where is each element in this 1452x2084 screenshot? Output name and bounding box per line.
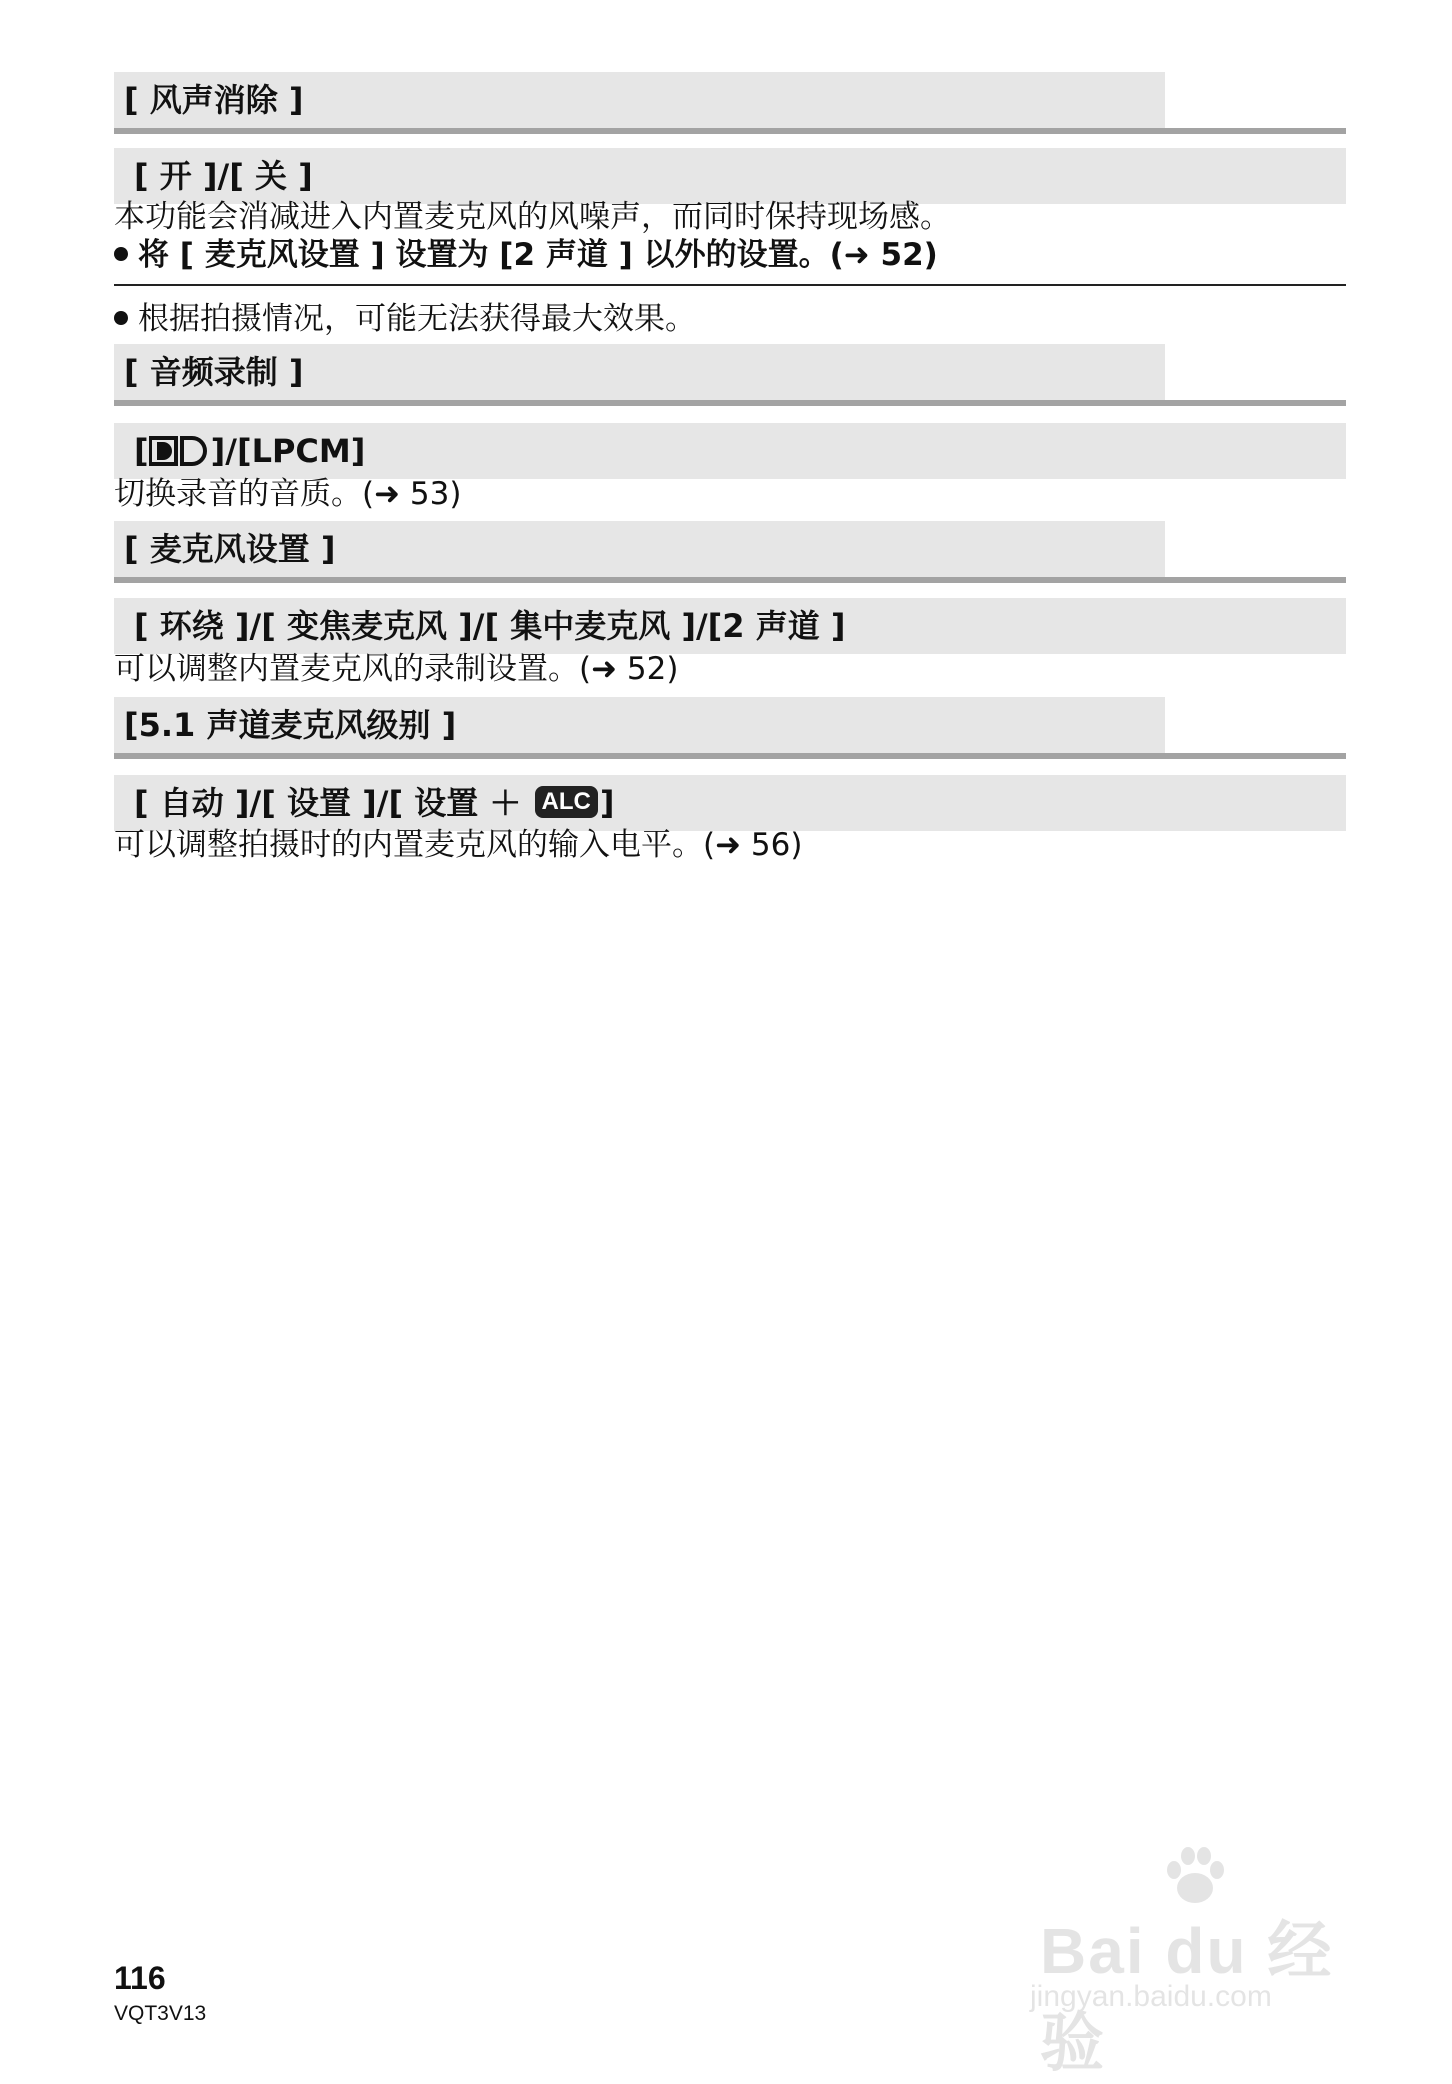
section-title: [ 音频录制 ] (124, 353, 304, 391)
option-bar-wind-noise (114, 148, 1346, 204)
alc-badge-icon: ALC (535, 786, 598, 818)
description-text: 可以调整内置麦克风的录制设置。(➜ 52) (114, 651, 679, 687)
description-text: 切换录音的音质。(➜ 53) (114, 476, 462, 512)
bullet-icon (114, 311, 128, 325)
option-suffix: ]/[LPCM] (210, 432, 366, 470)
watermark-brand: Bai du 经验 (1040, 1915, 1334, 2079)
option-label: [ 开 ]/[ 关 ] (134, 157, 313, 195)
section-title: [ 麦克风设置 ] (124, 530, 336, 568)
section-title: [ 风声消除 ] (124, 81, 304, 119)
section-title: [5.1 声道麦克风级别 ] (124, 706, 457, 744)
page-number: 116 (114, 1960, 166, 1996)
description-text: 本功能会消减进入内置麦克风的风噪声，而同时保持现场感。 (114, 199, 951, 235)
divider-line (114, 284, 1346, 286)
model-code: VQT3V13 (114, 2002, 207, 2025)
option-suffix: ] (599, 784, 615, 822)
baidu-watermark (1030, 1840, 1350, 2079)
option-bar-audio-recording (114, 423, 1346, 479)
section-header-rule (114, 753, 1346, 759)
option-bar-mic-level (114, 775, 1346, 831)
bullet-note (114, 299, 696, 339)
option-bar-mic-setup (114, 598, 1346, 654)
section-header-rule (114, 577, 1346, 583)
bullet-text: 根据拍摄情况，可能无法获得最大效果。 (138, 301, 696, 337)
section-header-rule (114, 128, 1346, 134)
option-label (134, 423, 365, 479)
dolby-digital-icon (149, 436, 211, 466)
section-header-rule (114, 400, 1346, 406)
option-prefix: [ 自动 ]/[ 设置 ]/[ 设置 ＋ (134, 784, 522, 822)
option-prefix: [ (134, 432, 149, 470)
bullet-text: 将 [ 麦克风设置 ] 设置为 [2 声道 ] 以外的设置。(➜ 52) (138, 237, 938, 273)
watermark-url: jingyan.baidu.com (1030, 1980, 1272, 2013)
bullet-note-bold (114, 235, 938, 275)
paw-logo-icon (1160, 1840, 1230, 1910)
description-text: 可以调整拍摄时的内置麦克风的输入电平。(➜ 56) (114, 827, 803, 863)
option-label (134, 775, 614, 831)
option-label: [ 环绕 ]/[ 变焦麦克风 ]/[ 集中麦克风 ]/[2 声道 ] (134, 607, 846, 645)
bullet-icon (114, 247, 128, 261)
